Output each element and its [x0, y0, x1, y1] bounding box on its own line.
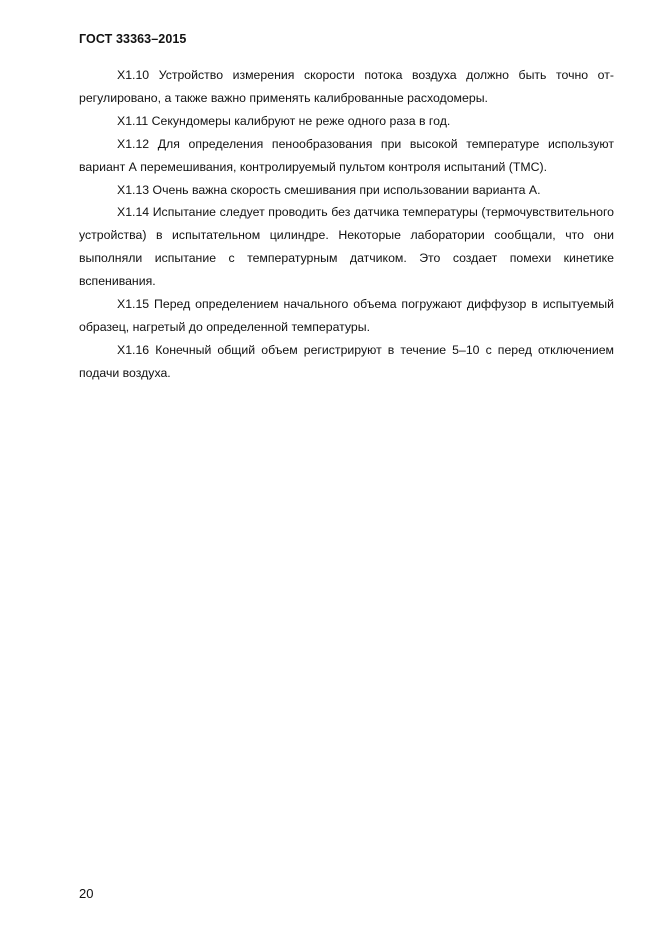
document-body	[79, 64, 614, 385]
paragraph-x1-10: X1.10 Устройство измерения скорости потока воздуха должно быть точно отрегулировано, а также важно применять калиброванные расходомеры.	[79, 68, 614, 105]
paragraph-x1-15: X1.15 Перед определением начального объема погружают диффузор в испытуемый образец, нагретый до определенной температуры.	[79, 297, 614, 334]
paragraph-x1-13: X1.13 Очень важна скорость смешивания при использовании варианта А.	[117, 182, 541, 197]
paragraph-x1-12: X1.12 Для определения пенообразования при высокой температуре используют вариант А перемешивания, контролируемый пультом контроля испытаний (ТМС).	[79, 136, 614, 174]
paragraph-x1-14: X1.14 Испытание следует проводить без датчика температуры (термочувствительного устройства) в испытательном цилиндре. Некоторые лаборатории сообщали, что они выполняли испытание с температурным датчиком. Это создает помехи кинетике вспенивания.	[79, 205, 614, 289]
paragraph-x1-16: X1.16 Конечный общий объем регистрируют в течение 5–10 с перед отключением подачи воздуха.	[79, 342, 614, 380]
paragraph-x1-11: X1.11 Секундомеры калибруют не реже одного раза в год.	[117, 113, 451, 128]
page-number: 20	[79, 886, 94, 901]
standard-code-header: ГОСТ 33363–2015	[79, 32, 187, 46]
